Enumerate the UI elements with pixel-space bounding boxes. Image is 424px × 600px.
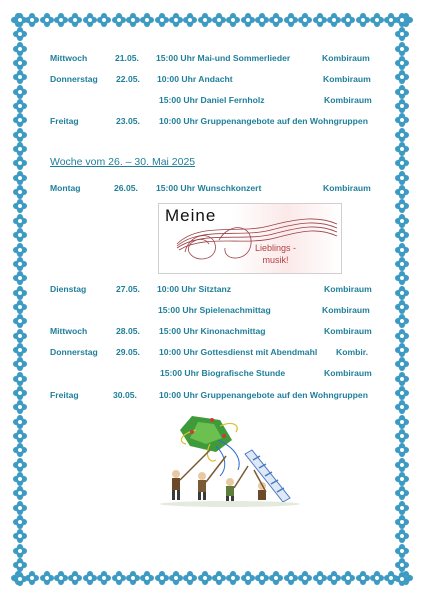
date-label: 27.05. bbox=[116, 284, 140, 294]
flower-border-icon bbox=[127, 572, 139, 584]
flower-border-icon bbox=[14, 430, 26, 442]
flower-border-icon bbox=[14, 71, 26, 83]
room-label: Kombiraum bbox=[324, 95, 372, 105]
date-label: 28.05. bbox=[116, 326, 140, 336]
flower-border-icon bbox=[213, 572, 225, 584]
flower-border-icon bbox=[14, 330, 26, 342]
flower-border-icon bbox=[328, 572, 340, 584]
flower-border-icon bbox=[55, 14, 67, 26]
date-label: 23.05. bbox=[116, 116, 140, 126]
flower-border-icon bbox=[371, 14, 383, 26]
flower-border-icon bbox=[396, 229, 408, 241]
flower-border-icon bbox=[396, 573, 408, 585]
date-label: 26.05. bbox=[114, 183, 138, 193]
flower-border-icon bbox=[199, 14, 211, 26]
flower-border-icon bbox=[113, 14, 125, 26]
flower-border-icon bbox=[396, 129, 408, 141]
flower-border-icon bbox=[357, 572, 369, 584]
flower-border-icon bbox=[396, 258, 408, 270]
flower-border-icon bbox=[242, 14, 254, 26]
flower-border-icon bbox=[14, 157, 26, 169]
flower-border-icon bbox=[156, 14, 168, 26]
flower-border-icon bbox=[396, 473, 408, 485]
flower-border-icon bbox=[14, 28, 26, 40]
flower-border-icon bbox=[127, 14, 139, 26]
flower-border-icon bbox=[213, 14, 225, 26]
flower-border-icon bbox=[84, 14, 96, 26]
flower-border-icon bbox=[396, 559, 408, 571]
flower-border-icon bbox=[396, 530, 408, 542]
date-label: 30.05. bbox=[113, 390, 137, 400]
flower-border-icon bbox=[396, 71, 408, 83]
room-label: Kombiraum bbox=[324, 326, 372, 336]
flower-border-icon bbox=[396, 487, 408, 499]
event-label: 10:00 Uhr Gottesdienst mit Abendmahl bbox=[159, 347, 318, 357]
flower-border-icon bbox=[285, 572, 297, 584]
flower-border-icon bbox=[14, 215, 26, 227]
flower-border-icon bbox=[14, 200, 26, 212]
flower-border-icon bbox=[357, 14, 369, 26]
flower-border-icon bbox=[396, 86, 408, 98]
flower-border-icon bbox=[156, 572, 168, 584]
flower-border-icon bbox=[227, 14, 239, 26]
flower-border-icon bbox=[396, 301, 408, 313]
flower-border-icon bbox=[396, 545, 408, 557]
date-label: 22.05. bbox=[116, 74, 140, 84]
flower-border-icon bbox=[396, 186, 408, 198]
flower-border-icon bbox=[270, 572, 282, 584]
flower-border-icon bbox=[396, 14, 408, 26]
flower-border-icon bbox=[14, 86, 26, 98]
music-graphic bbox=[158, 203, 342, 274]
date-label: 29.05. bbox=[116, 347, 140, 357]
flower-border-icon bbox=[141, 572, 153, 584]
day-label: Donnerstag bbox=[50, 74, 98, 84]
flower-border-icon bbox=[396, 200, 408, 212]
week-heading: Woche vom 26. – 30. Mai 2025 bbox=[50, 156, 196, 168]
flower-border-icon bbox=[113, 572, 125, 584]
flower-border-icon bbox=[14, 344, 26, 356]
room-label: Kombiraum bbox=[323, 183, 371, 193]
flower-border-icon bbox=[14, 287, 26, 299]
room-label: Kombiraum bbox=[322, 305, 370, 315]
flower-border-icon bbox=[299, 572, 311, 584]
event-label: 15:00 Uhr Wunschkonzert bbox=[156, 183, 262, 193]
flower-border-icon bbox=[14, 186, 26, 198]
flower-border-icon bbox=[396, 315, 408, 327]
flower-border-icon bbox=[396, 244, 408, 256]
flower-border-icon bbox=[396, 459, 408, 471]
flower-border-icon bbox=[396, 215, 408, 227]
event-label: 15:00 Uhr Biografische Stunde bbox=[160, 368, 286, 378]
flower-border-icon bbox=[396, 330, 408, 342]
decorative-border-left bbox=[14, 14, 28, 586]
flower-border-icon bbox=[14, 143, 26, 155]
flower-border-icon bbox=[396, 502, 408, 514]
flower-border-icon bbox=[84, 572, 96, 584]
flower-border-icon bbox=[41, 572, 53, 584]
flower-border-icon bbox=[170, 14, 182, 26]
flower-border-icon bbox=[69, 572, 81, 584]
flower-border-icon bbox=[14, 459, 26, 471]
flower-border-icon bbox=[55, 572, 67, 584]
event-label: 15:00 Uhr Spielenachmittag bbox=[158, 305, 271, 315]
flower-border-icon bbox=[14, 516, 26, 528]
day-label: Donnerstag bbox=[50, 347, 98, 357]
flower-border-icon bbox=[14, 401, 26, 413]
flower-border-icon bbox=[396, 172, 408, 184]
flower-border-icon bbox=[396, 143, 408, 155]
day-label: Montag bbox=[50, 183, 81, 193]
date-label: 21.05. bbox=[115, 53, 139, 63]
flower-border-icon bbox=[14, 487, 26, 499]
event-label: 10:00 Uhr Gruppenangebote auf den Wohngruppen bbox=[159, 390, 368, 400]
flower-border-icon bbox=[14, 387, 26, 399]
event-label: 15:00 Uhr Mai-und Sommerlieder bbox=[156, 53, 291, 63]
flower-border-icon bbox=[396, 28, 408, 40]
flower-border-icon bbox=[342, 572, 354, 584]
flower-border-icon bbox=[14, 258, 26, 270]
flower-border-icon bbox=[396, 344, 408, 356]
day-label: Freitag bbox=[50, 116, 79, 126]
flower-border-icon bbox=[396, 416, 408, 428]
decorative-border-top bbox=[12, 14, 412, 28]
flower-border-icon bbox=[14, 573, 26, 585]
day-label: Mittwoch bbox=[50, 53, 88, 63]
flower-border-icon bbox=[328, 14, 340, 26]
flower-border-icon bbox=[299, 14, 311, 26]
flower-border-icon bbox=[14, 530, 26, 542]
flower-border-icon bbox=[396, 114, 408, 126]
event-label: 15:00 Uhr Kinonachmittag bbox=[159, 326, 266, 336]
flower-border-icon bbox=[396, 444, 408, 456]
flower-border-icon bbox=[14, 358, 26, 370]
flower-border-icon bbox=[170, 572, 182, 584]
flower-border-icon bbox=[14, 172, 26, 184]
event-label: 10:00 Uhr Andacht bbox=[157, 74, 233, 84]
flower-border-icon bbox=[396, 43, 408, 55]
flower-border-icon bbox=[314, 14, 326, 26]
flower-border-icon bbox=[14, 57, 26, 69]
day-label: Freitag bbox=[50, 390, 79, 400]
room-label: Kombiraum bbox=[322, 53, 370, 63]
flower-border-icon bbox=[14, 301, 26, 313]
event-label: 15:00 Uhr Daniel Fernholz bbox=[159, 95, 265, 105]
flower-border-icon bbox=[342, 14, 354, 26]
flower-border-icon bbox=[285, 14, 297, 26]
event-label: 10:00 Uhr Gruppenangebote auf den Wohngruppen bbox=[159, 116, 368, 126]
flower-border-icon bbox=[396, 157, 408, 169]
flower-border-icon bbox=[396, 272, 408, 284]
flower-border-icon bbox=[396, 401, 408, 413]
flower-border-icon bbox=[396, 387, 408, 399]
room-label: Kombir. bbox=[336, 347, 368, 357]
flower-border-icon bbox=[14, 416, 26, 428]
flower-border-icon bbox=[396, 358, 408, 370]
flower-border-icon bbox=[396, 430, 408, 442]
flower-border-icon bbox=[14, 444, 26, 456]
flower-border-icon bbox=[396, 516, 408, 528]
flower-border-icon bbox=[270, 14, 282, 26]
flower-border-icon bbox=[14, 272, 26, 284]
flower-border-icon bbox=[26, 14, 38, 26]
flower-border-icon bbox=[41, 14, 53, 26]
room-label: Kombiraum bbox=[323, 74, 371, 84]
decorative-border-bottom bbox=[12, 572, 412, 586]
flower-border-icon bbox=[14, 100, 26, 112]
flower-border-icon bbox=[396, 373, 408, 385]
flower-border-icon bbox=[14, 129, 26, 141]
flower-border-icon bbox=[371, 572, 383, 584]
room-label: Kombiraum bbox=[324, 368, 372, 378]
flower-border-icon bbox=[199, 572, 211, 584]
flower-border-icon bbox=[69, 14, 81, 26]
flower-border-icon bbox=[141, 14, 153, 26]
room-label: Kombiraum bbox=[324, 284, 372, 294]
flower-border-icon bbox=[396, 57, 408, 69]
flower-border-icon bbox=[26, 572, 38, 584]
flower-border-icon bbox=[14, 114, 26, 126]
flower-border-icon bbox=[396, 287, 408, 299]
flower-border-icon bbox=[14, 473, 26, 485]
flower-border-icon bbox=[256, 14, 268, 26]
flower-border-icon bbox=[396, 100, 408, 112]
flower-border-icon bbox=[14, 244, 26, 256]
day-label: Dienstag bbox=[50, 284, 87, 294]
flower-border-icon bbox=[314, 572, 326, 584]
event-label: 10:00 Uhr Sitztanz bbox=[157, 284, 232, 294]
flower-border-icon bbox=[14, 43, 26, 55]
flower-border-icon bbox=[242, 572, 254, 584]
day-label: Mittwoch bbox=[50, 326, 88, 336]
flower-border-icon bbox=[184, 572, 196, 584]
music-word-meine: Meine bbox=[165, 206, 217, 225]
music-word-lieblingsmusik: Lieblings - musik! bbox=[255, 243, 297, 265]
flower-border-icon bbox=[14, 315, 26, 327]
flower-border-icon bbox=[14, 545, 26, 557]
flower-border-icon bbox=[184, 14, 196, 26]
maypole-icon bbox=[150, 410, 340, 510]
flower-border-icon bbox=[98, 572, 110, 584]
flower-border-icon bbox=[227, 572, 239, 584]
flower-border-icon bbox=[98, 14, 110, 26]
flower-border-icon bbox=[14, 229, 26, 241]
flower-border-icon bbox=[14, 502, 26, 514]
flower-border-icon bbox=[14, 373, 26, 385]
flower-border-icon bbox=[14, 559, 26, 571]
decorative-border-right bbox=[396, 14, 410, 586]
flower-border-icon bbox=[256, 572, 268, 584]
flower-border-icon bbox=[14, 14, 26, 26]
